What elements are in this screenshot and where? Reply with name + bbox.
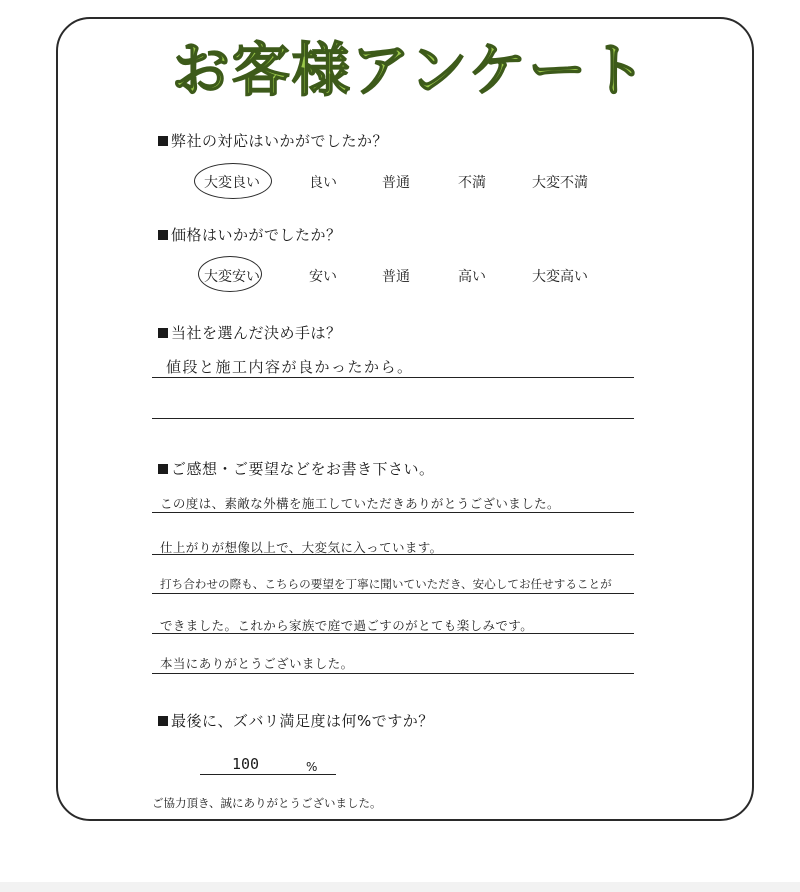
q2-option[interactable]: 大変安い bbox=[204, 269, 260, 285]
title-svg bbox=[140, 28, 680, 108]
q1-option[interactable]: 不満 bbox=[458, 175, 486, 191]
scan-edge bbox=[0, 882, 800, 892]
q1-option[interactable]: 大変良い bbox=[204, 175, 260, 191]
question-4 bbox=[158, 458, 435, 479]
comment-line: 打ち合わせの際も、こちらの要望を丁寧に聞いていただき、安心してお任せすることが bbox=[160, 577, 612, 591]
answer-line bbox=[152, 512, 634, 513]
answer-line bbox=[152, 418, 634, 419]
question-2-text: 価格はいかがでしたか？ bbox=[171, 226, 342, 244]
comment-line: できました。これから家族で庭で過ごすのがとても楽しみです。 bbox=[160, 618, 534, 633]
q2-option[interactable]: 大変高い bbox=[532, 269, 588, 285]
satisfaction-value: 100 bbox=[232, 755, 260, 773]
question-3 bbox=[158, 322, 342, 343]
question-4-text: ご感想・ご要望などをお書き下さい。 bbox=[171, 460, 435, 478]
answer-line bbox=[152, 593, 634, 594]
bullet-square-icon bbox=[158, 464, 168, 474]
comment-line: 本当にありがとうございました。 bbox=[160, 656, 354, 671]
question-2 bbox=[158, 224, 342, 245]
answer-line bbox=[152, 554, 634, 555]
question-1 bbox=[158, 130, 388, 151]
bullet-square-icon bbox=[158, 136, 168, 146]
question-5 bbox=[158, 710, 434, 731]
question-5-text: 最後に、ズバリ満足度は何%ですか？ bbox=[171, 712, 434, 730]
page-title bbox=[140, 28, 680, 108]
q2-option[interactable]: 高い bbox=[458, 269, 486, 285]
bullet-square-icon bbox=[158, 328, 168, 338]
q3-answer: 値段と施工内容が良かったから。 bbox=[166, 358, 414, 376]
q2-option[interactable]: 普通 bbox=[382, 269, 410, 285]
bullet-square-icon bbox=[158, 230, 168, 240]
percent-underline bbox=[200, 774, 336, 775]
answer-line bbox=[152, 673, 634, 674]
q1-option[interactable]: 普通 bbox=[382, 175, 410, 191]
q1-option[interactable]: 大変不満 bbox=[532, 175, 588, 191]
bullet-square-icon bbox=[158, 716, 168, 726]
title-text: お客様アンケート bbox=[171, 36, 649, 104]
answer-line bbox=[152, 633, 634, 634]
comment-line: 仕上がりが想像以上で、大変気に入っています。 bbox=[160, 540, 443, 555]
question-1-text: 弊社の対応はいかがでしたか？ bbox=[171, 132, 389, 150]
comment-line: この度は、素敵な外構を施工していただきありがとうございました。 bbox=[160, 496, 560, 511]
answer-line bbox=[152, 377, 634, 378]
q2-options bbox=[200, 266, 620, 290]
q1-option[interactable]: 良い bbox=[309, 175, 337, 191]
footer-thanks: ご協力頂き、誠にありがとうございました。 bbox=[152, 796, 382, 810]
question-3-text: 当社を選んだ決め手は？ bbox=[171, 324, 342, 342]
percent-sign: % bbox=[306, 760, 318, 774]
q2-option[interactable]: 安い bbox=[309, 269, 337, 285]
q1-options bbox=[200, 172, 620, 196]
